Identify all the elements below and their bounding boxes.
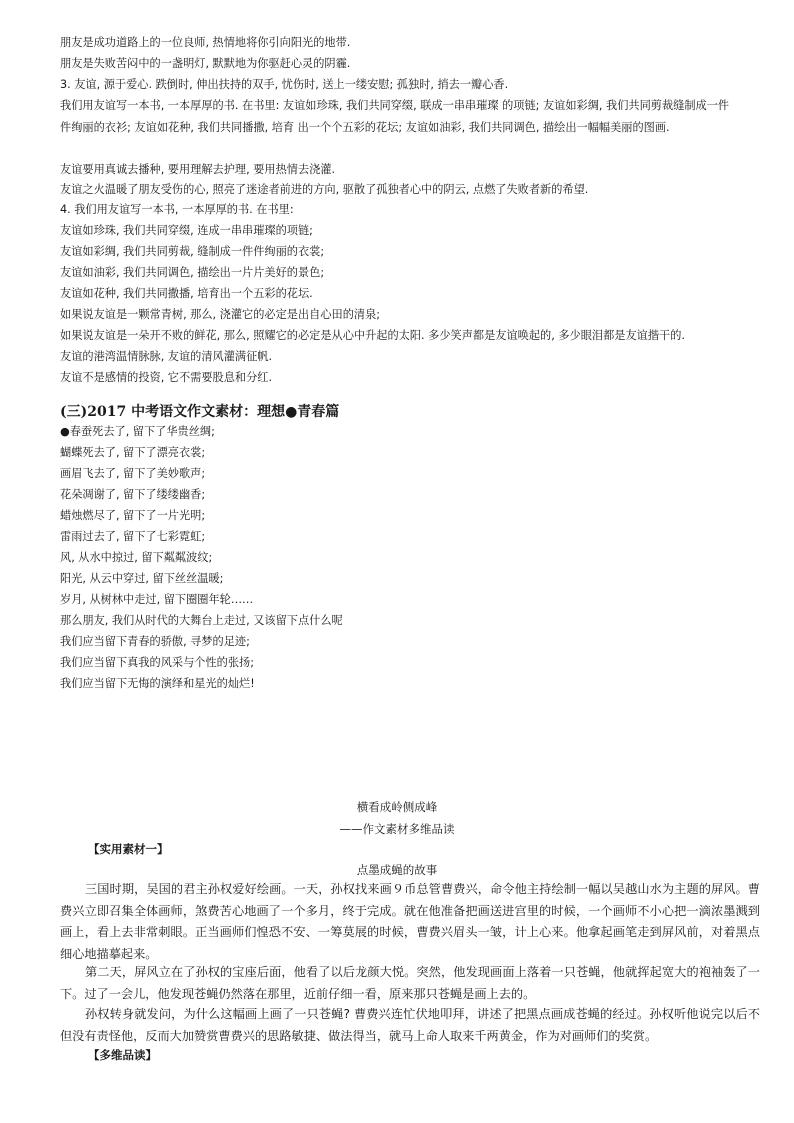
text-line: 友谊如花种, 我们共同撒播, 培育出一个五彩的花坛. (60, 287, 313, 300)
story-title: 点墨成蝇的故事 (356, 863, 438, 877)
poem-line: 那么朋友, 我们从时代的大舞台上走过, 又该留下点什么呢 (60, 614, 343, 627)
text-line: 4. 我们用友谊写一本书, 一本厚厚的书. 在书里: (60, 203, 294, 216)
article-title: 横看成岭侧成峰 (356, 800, 438, 814)
poem-line: 画眉飞去了, 留下了美妙歌声; (60, 467, 206, 480)
text-paragraph: 我们用友谊写一本书, 一本厚厚的书. 在书里: 友谊如珍珠, 我们共同穿缀, 联成一串串璀璨 的项链; 友谊如彩绸, 我们共同剪裁缝制成一件件绚丽的衣衫; 友谊如花种, 我们共同播撒, 培育 出一个个五彩的花坛; 友谊如油彩, 我们共同调色, 描绘出一幅幅美丽的图画. (60, 99, 730, 134)
poem-line: 岁月, 从树林中走过, 留下圈圈年轮…… (60, 593, 254, 606)
text-line: 友谊之火温暖了朋友受伤的心, 照亮了迷途者前进的方向, 驱散了孤独者心中的阴云, 点燃了失败者新的希望. (60, 183, 589, 196)
section-label: 【实用素材一】 (88, 842, 169, 856)
story-paragraph: 三国时期，吴国的君主孙权爱好绘画。一天，孙权找来画９币总管曹费兴，命令他主持绘制一幅以吴越山水为主题的屏风。曹费兴立即召集全体画师，煞费苦心地画了一个多月，终于完成。就在他准备把画送进宫里的时候，一个画师不小心把一滴浓墨溅到画上，看上去非常刺眼。正当画师们惶恐不安、一筹莫展的时候，曹费兴眉头一皱，计上心来。他拿起画笔走到屏风前，对着黑点细心地描摹起来。 (60, 882, 760, 961)
poem-line: 我们应当留下青春的骄傲, 寻梦的足迹; (60, 635, 250, 648)
story-paragraph: 孙权转身就发问，为什么这幅画上画了一只苍蝇? 曹费兴连忙伏地叩拜，讲述了把黑点画成苍蝇的经过。孙权听他说完以后不但没有责怪他，反而大加赞赏曹费兴的思路敏捷、做法得当，就马上命人取来千两黄金，作为对画师们的奖赏。 (60, 1007, 760, 1043)
poem-line: 蜡烛燃尽了, 留下了一片光明; (60, 509, 206, 522)
poem-line: 花朵凋谢了, 留下了缕缕幽香; (60, 488, 206, 501)
poem-line: 风, 从水中掠过, 留下粼粼波纹; (60, 551, 213, 564)
text-line: 友谊不是感情的投资, 它不需要股息和分红. (60, 371, 273, 384)
text-line: 友谊如彩绸, 我们共同剪裁, 缝制成一件件绚丽的衣裳; (60, 245, 325, 258)
text-line: 友谊如珍珠, 我们共同穿缀, 连成一串串璀璨的项链; (60, 224, 313, 237)
poem-line: 蝴蝶死去了, 留下了漂亮衣裳; (60, 446, 206, 459)
text-line: 如果说友谊是一颗常青树, 那么, 浇灌它的必定是出自心田的清泉; (60, 308, 381, 321)
text-line: 如果说友谊是一朵开不败的鲜花, 那么, 照耀它的必定是从心中升起的太阳. 多少笑声都是友谊唤起的, 多少眼泪都是友谊揩干的. (60, 329, 685, 342)
text-line: 友谊如油彩, 我们共同调色, 描绘出一片片美好的景色; (60, 266, 325, 279)
story-paragraph: 第二天，屏风立在了孙权的宝座后面，他看了以后龙颜大悦。突然，他发现画面上落着一只苍蝇，他就挥起宽大的袍袖轰了一下。过了一会儿，他发现苍蝇仍然落在那里，近前仔细一看，原来那只苍蝇是画上去的。 (60, 965, 760, 1001)
article-subtitle: ——作文素材多维品读 (339, 822, 455, 836)
poem-line: 雷雨过去了, 留下了七彩霓虹; (60, 530, 206, 543)
poem-line: 我们应当留下真我的风采与个性的张扬; (60, 656, 254, 669)
text-line: 友谊的港湾温情脉脉, 友谊的清风灌满征帆. (60, 350, 273, 363)
text-line: 3. 友谊, 源于爱心. 跌倒时, 伸出扶持的双手, 忧伤时, 送上一缕安慰; 孤独时, 捎去一瓣心香. (60, 78, 509, 91)
section-heading: (三)2017 中考语文作文素材：理想●青春篇 (60, 404, 340, 420)
text-line: 朋友是失败苦闷中的一盏明灯, 默默地为你驱赶心灵的阴霾. (60, 57, 351, 70)
text-line: 朋友是成功道路上的一位良师, 热情地将你引向阳光的地带. (60, 36, 351, 49)
poem-line: 我们应当留下无悔的演绎和星光的灿烂! (60, 677, 255, 690)
section-label: 【多维品读】 (88, 1048, 157, 1062)
text-line: 友谊要用真诚去播种, 要用理解去护理, 要用热情去浇灌. (60, 163, 336, 176)
poem-line: 阳光, 从云中穿过, 留下丝丝温暖; (60, 572, 224, 585)
poem-line: ●春蚕死去了, 留下了华贵丝绸; (60, 425, 215, 438)
